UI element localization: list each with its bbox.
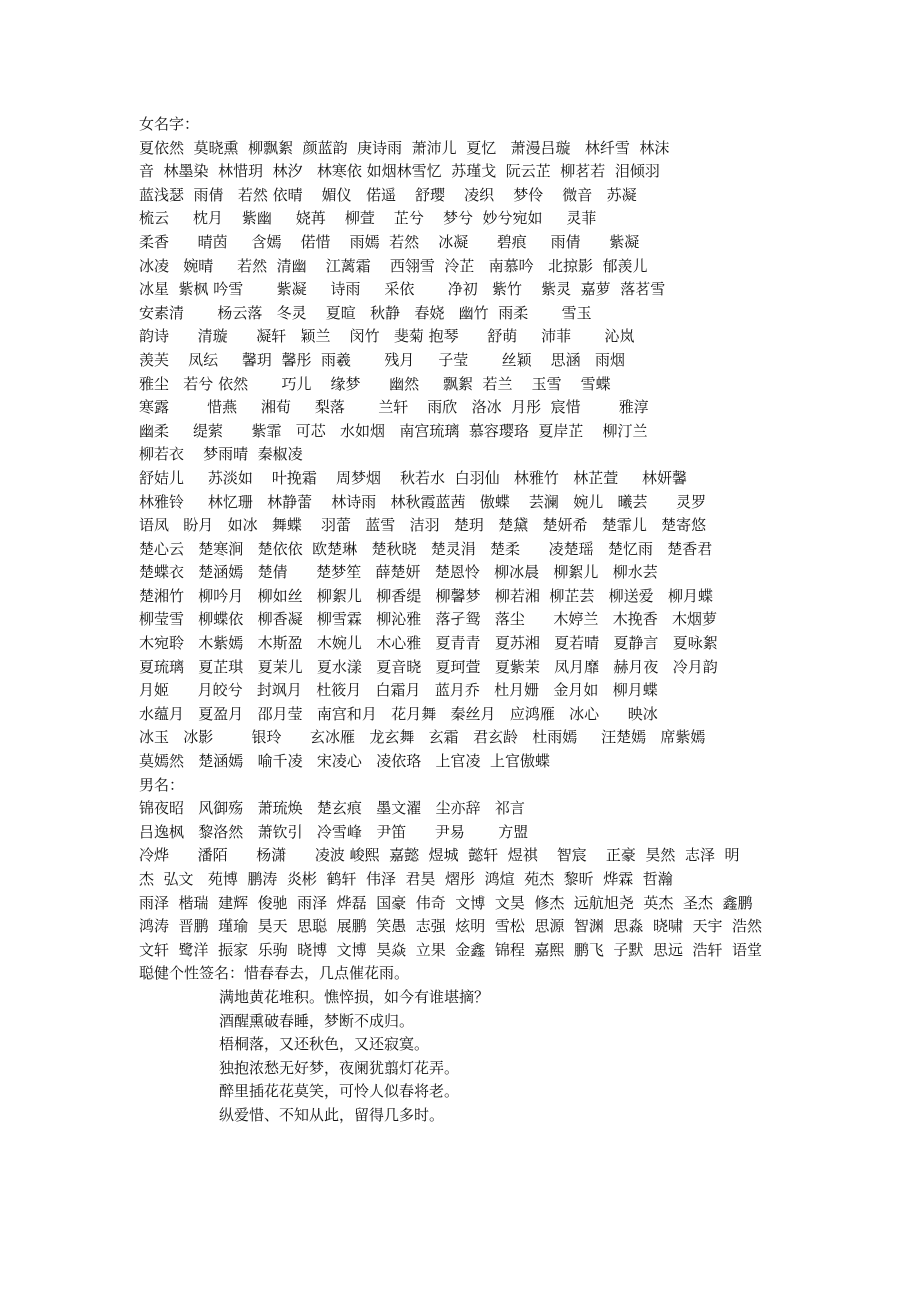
female-name-line: 冰凌 婉晴 若然 清幽 江蓠霜 西翎雪 泠芷 南慕吟 北掠影 郁羡儿: [139, 256, 648, 275]
female-name-line: 柳莹雪 柳蝶依 柳香凝 柳雪霖 柳沁雅 落孑鸳 落尘 木婷兰 木挽香 木烟萝: [139, 610, 718, 629]
female-name-line: 蓝浅瑟 雨倩 若然 依晴 媚仪 偌遥 舒璎 凌织 梦伶 微音 苏凝: [139, 185, 637, 204]
poem-line: 满地黄花堆积。憔悴损，如今有谁堪摘？: [219, 987, 490, 1006]
male-name-line: 雨泽 楷瑞 建辉 俊驰 雨泽 烨磊 国豪 伟奇 文博 文昊 修杰 远航旭尧 英杰 圣杰 鑫鹏: [139, 893, 753, 912]
female-name-line: 柳若衣 梦雨晴 秦椒凌: [139, 445, 303, 464]
female-name-line: 柔香 晴茵 含嫣 偌惜 雨嫣 若然 冰凝 碧痕 雨倩 紫凝: [139, 232, 640, 251]
signature-heading: 聪健个性签名：惜春春去，几点催花雨。: [139, 964, 410, 983]
female-name-line: 音 林墨染 林惜玥 林汐 林寒依 如烟林雪忆 苏瑾戈 阮云芷 柳茗若 泪倾羽: [139, 162, 660, 181]
male-name-line: 文轩 鹭洋 振家 乐驹 晓博 文博 昊焱 立果 金鑫 锦程 嘉熙 鹏飞 子默 思远 浩轩 语堂: [139, 940, 763, 959]
female-name-line: 莫嫣然 楚涵嫣 喻千凌 宋凌心 凌依珞 上官凌 上官傲蝶: [139, 752, 551, 771]
female-name-line: 木宛聆 木紫嫣 木斯盈 木婉儿 木心雅 夏青青 夏苏湘 夏若晴 夏静言 夏咏絮: [139, 634, 718, 653]
female-name-line: 冰玉 冰影 银玲 玄冰雁 龙玄舞 玄霜 君玄龄 杜雨嫣 汪楚嫣 席紫嫣: [139, 728, 706, 747]
female-name-line: 夏琉璃 夏芷琪 夏茉儿 夏水漾 夏音晓 夏珂萱 夏紫茉 凤月靡 赫月夜 冷月韵: [139, 657, 718, 676]
signature-poem: [139, 986, 789, 1128]
male-name-line: 冷烨 潘陌 杨潇 凌波 峻熙 嘉懿 煜城 懿轩 煜祺 智宸 正豪 昊然 志泽 明: [139, 846, 740, 865]
female-name-line: 幽柔 缇萦 紫霏 可芯 水如烟 南宫琉璃 慕容璎珞 夏岸芷 柳汀兰: [139, 421, 648, 440]
male-name-line: 杰 弘文 苑博 鹏涛 炎彬 鹤轩 伟泽 君昊 熠彤 鸿煊 苑杰 黎昕 烨霖 哲瀚: [139, 870, 673, 888]
female-names-list: [139, 137, 789, 774]
female-name-line: 舒姞儿 苏淡如 叶挽霜 周梦烟 秋若水 白羽仙 林雅竹 林芷萱 林妍馨: [139, 468, 688, 487]
document-body: [139, 113, 789, 1128]
female-name-line: 雅尘 若兮 依然 巧儿 缘梦 幽然 飘絮 若兰 玉雪 雪蝶: [139, 374, 611, 393]
male-name-line: 锦夜昭 风御殇 萧琉焕 楚玄痕 墨文濯 尘亦辞 祁言: [139, 799, 525, 818]
female-name-line: 楚湘竹 柳吟月 柳如丝 柳絮儿 柳香缇 柳馨梦 柳若湘 柳芷芸 柳送爱 柳月蝶: [139, 586, 713, 605]
male-names-list: [139, 797, 789, 962]
female-name-line: 林雅铃 林忆珊 林静蕾 林诗雨 林秋霞蓝茜 傲蝶 芸澜 婉儿 曦芸 灵罗: [139, 492, 707, 511]
male-names-heading: 男名：: [139, 775, 185, 794]
female-name-line: 寒露 惜燕 湘荀 梨落 兰轩 雨欣 洛冰 月彤 宸惜 雅淳: [139, 398, 649, 417]
female-name-line: 安素清 杨云落 冬灵 夏暄 秋静 春娆 幽竹 雨柔 雪玉: [139, 303, 592, 322]
female-name-line: 楚心云 楚寒涧 楚依依 欧楚琳 楚秋晓 楚灵涓 楚柔 凌楚瑶 楚忆雨 楚香君: [139, 539, 713, 558]
female-name-line: 梳云 枕月 紫幽 娆苒 柳萱 芷兮 梦兮 妙兮宛如 灵菲: [139, 209, 597, 228]
female-name-line: 月姬 月皎兮 封飒月 杜筱月 白霜月 蓝月乔 杜月姗 金月如 柳月蝶: [139, 681, 658, 700]
male-name-line: 鸿涛 晋鹏 瑾瑜 昊天 思聪 展鹏 笑愚 志强 炫明 雪松 思源 智渊 思淼 晓啸 天宇 浩然: [139, 917, 763, 936]
female-name-line: 水蕴月 夏盈月 邵月莹 南宫和月 花月舞 秦丝月 应鸿雁 冰心 映冰: [139, 704, 658, 723]
female-name-line: 冰星 紫枫 吟雪 紫凝 诗雨 采依 净初 紫竹 紫灵 嘉萝 落茗雪: [139, 280, 666, 299]
poem-line: 纵爱惜、不知从此，留得几多时。: [219, 1105, 445, 1124]
poem-line: 酒醒熏破春睡，梦断不成归。: [219, 1011, 415, 1030]
female-name-line: 羡芙 凤纭 馨玥 馨彤 雨羲 残月 子莹 丝颖 思涵 雨烟: [139, 350, 625, 369]
female-names-heading: 女名字：: [139, 115, 200, 133]
poem-line: 醉里插花花莫笑，可怜人似春将老。: [219, 1082, 460, 1101]
female-name-line: 韵诗 清璇 凝轩 颖兰 闵竹 斐菊 抱琴 舒萌 沛菲 沁岚: [139, 327, 635, 346]
poem-line: 独抱浓愁无好梦，夜阑犹翦灯花弄。: [219, 1058, 460, 1077]
poem-line: 梧桐落，又还秋色，又还寂寞。: [219, 1035, 430, 1054]
female-name-line: 语凤 盼月 如冰 舞蝶 羽蕾 蓝雪 洁羽 楚玥 楚黛 楚妍希 楚霏儿 楚寄悠: [139, 516, 707, 535]
male-name-line: 吕逸枫 黎洛然 萧钦引 冷雪峰 尹笛 尹易 方盟: [139, 822, 529, 841]
female-name-line: 夏依然 莫晓熏 柳飘絮 颜蓝韵 庚诗雨 萧沛儿 夏忆 萧漫吕璇 林纤雪 林沫: [139, 138, 670, 157]
female-name-line: 楚蝶衣 楚涵嫣 楚倩 楚梦笙 薛楚妍 楚恩怜 柳冰晨 柳絮儿 柳水芸: [139, 563, 658, 582]
